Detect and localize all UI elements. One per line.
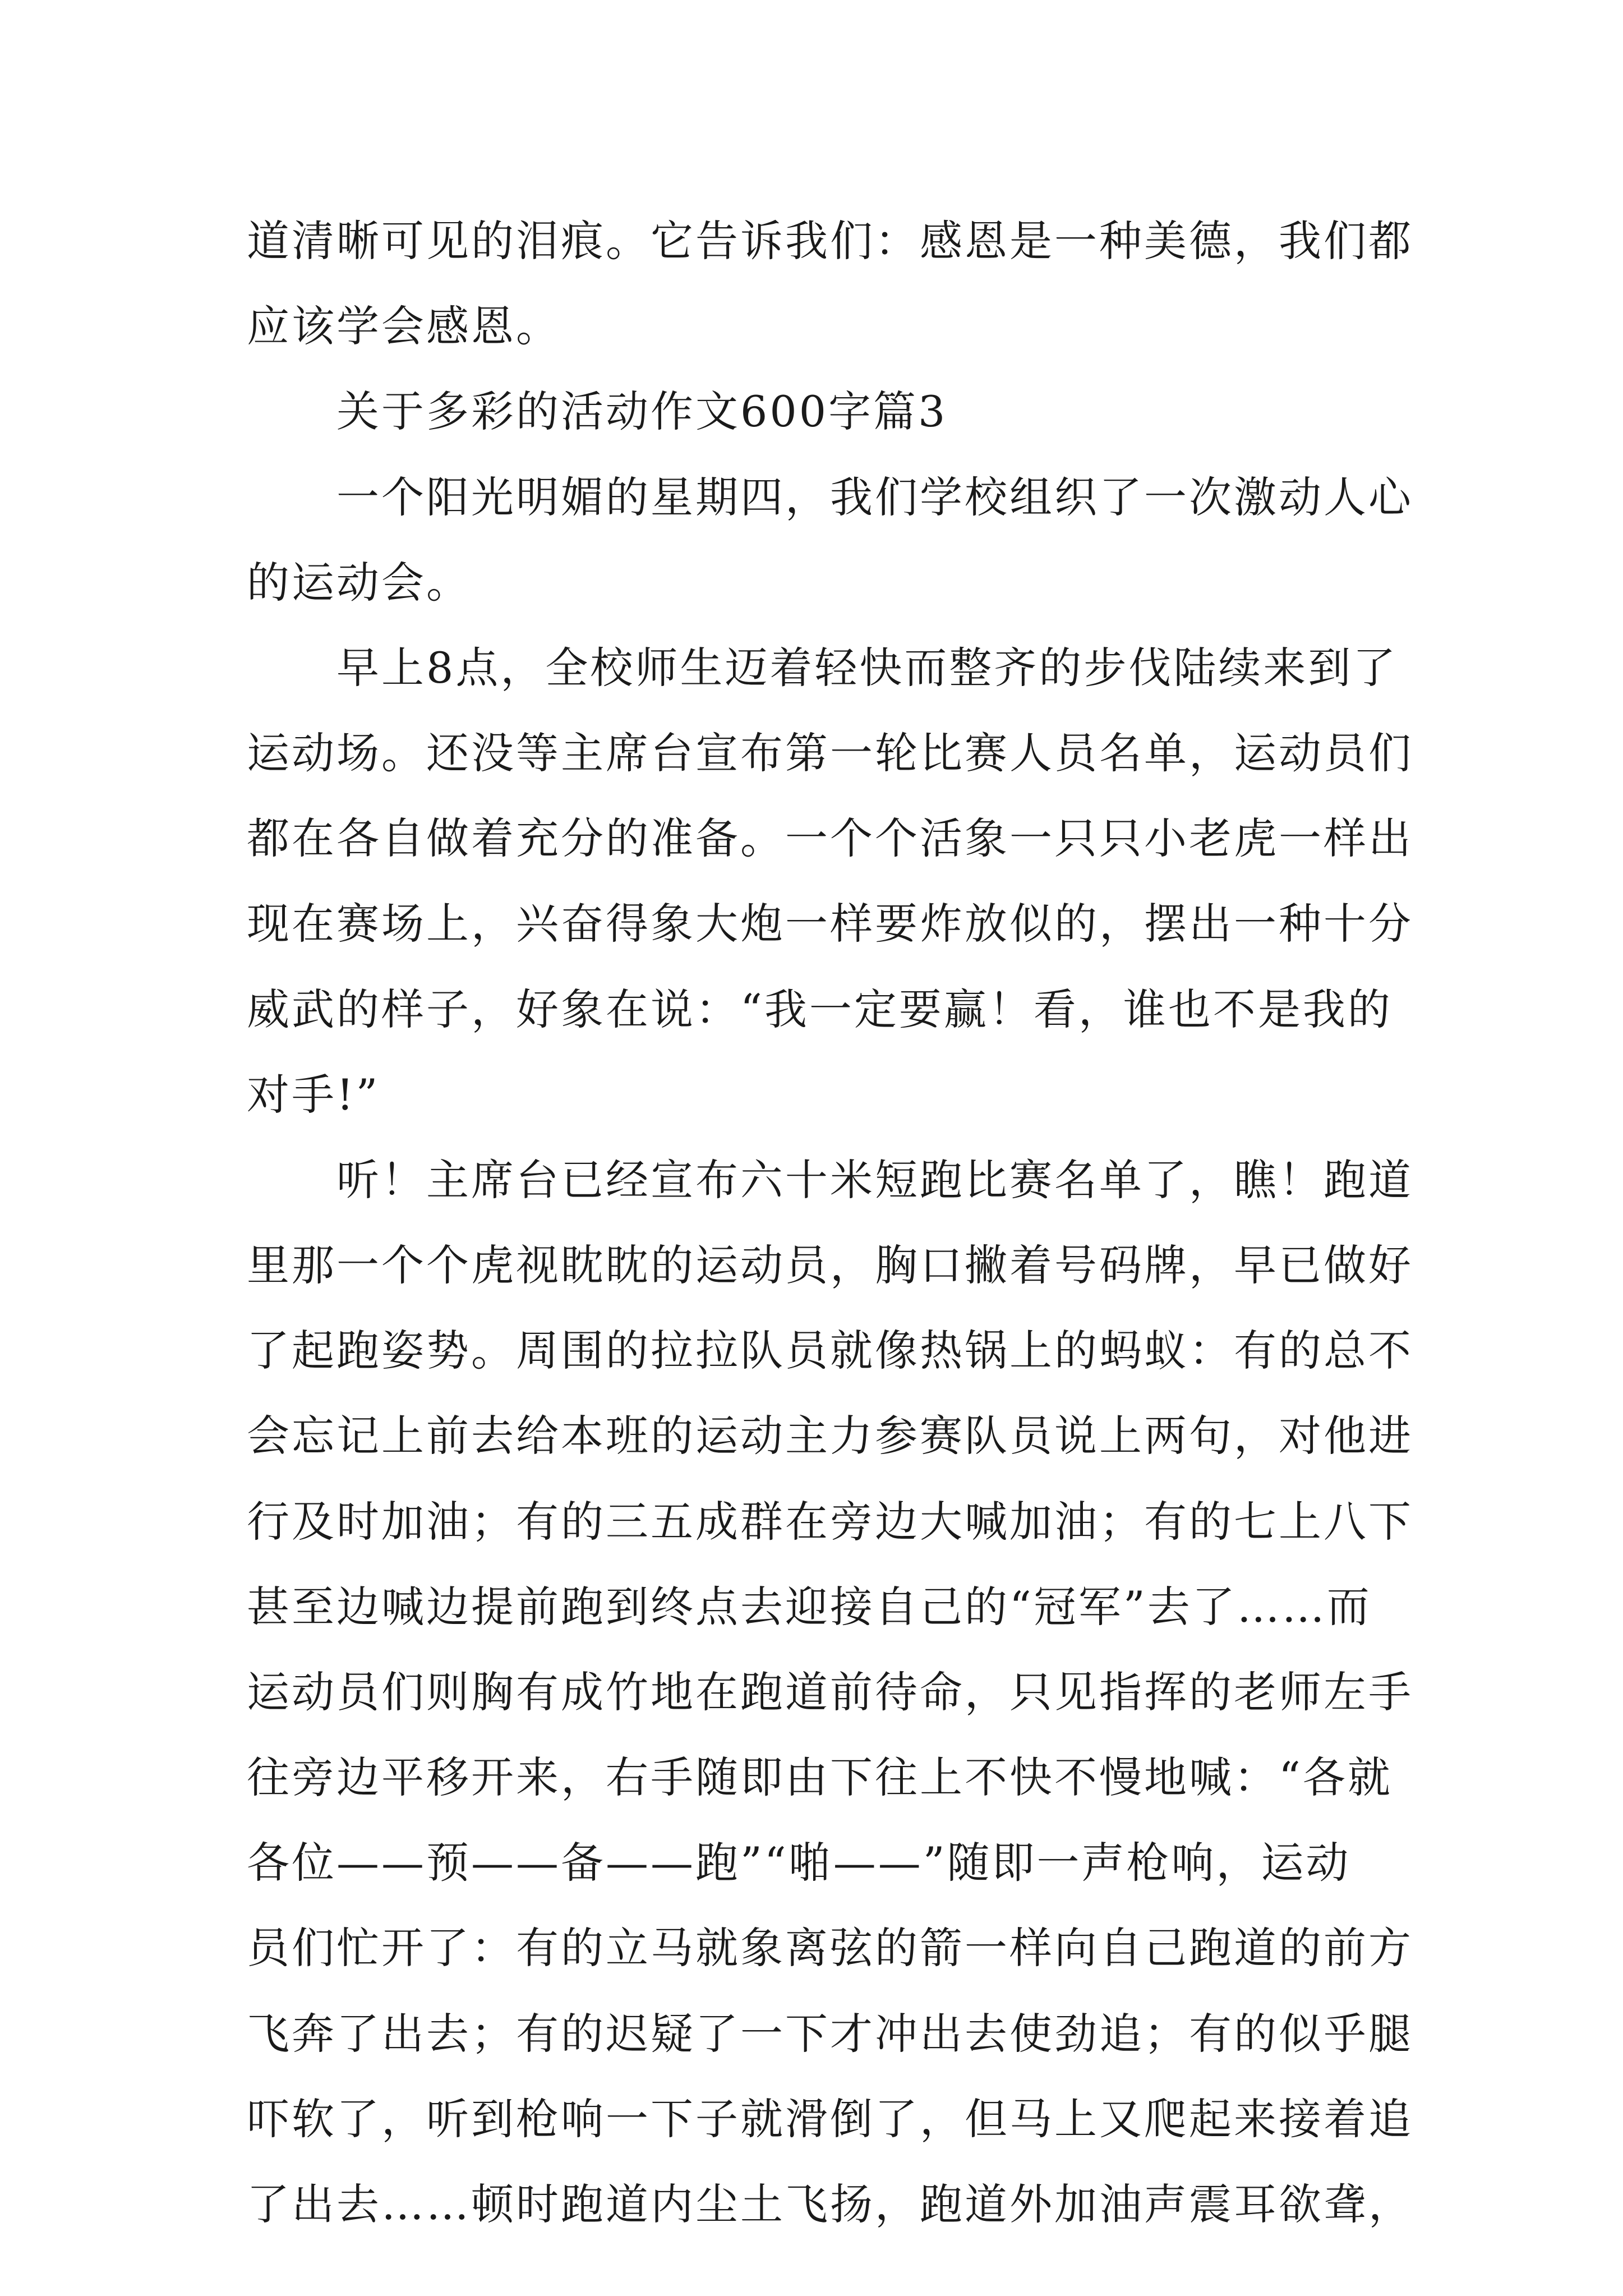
text-line: 道清晰可见的泪痕。它告诉我们：感恩是一种美德，我们都 — [247, 216, 1413, 266]
text-line: 运动员们则胸有成竹地在跑道前待命，只见指挥的老师左手 — [247, 1667, 1413, 1717]
text-line: 里那一个个虎视眈眈的运动员，胸口撇着号码牌，早已做好 — [247, 1240, 1413, 1290]
text-line: 现在赛场上，兴奋得象大炮一样要炸放似的，摆出一种十分 — [247, 899, 1413, 949]
text-line: 对手!” — [247, 1070, 380, 1120]
text-line: 早上8点，全校师生迈着轻快而整齐的步伐陆续来到了 — [336, 643, 1398, 693]
text-line: 应该学会感恩。 — [247, 301, 561, 351]
text-line: 听！主席台已经宣布六十米短跑比赛名单了，瞧！跑道 — [336, 1155, 1413, 1205]
text-line: 行及时加油；有的三五成群在旁边大喊加油；有的七上八下 — [247, 1497, 1413, 1547]
text-line: 各位——预——备——跑”“啪——”随即一声枪响，运动 — [247, 1838, 1351, 1888]
text-line: 员们忙开了：有的立马就象离弦的箭一样向自己跑道的前方 — [247, 1923, 1413, 1973]
text-line: 吓软了，听到枪响一下子就滑倒了，但马上又爬起来接着追 — [247, 2094, 1413, 2144]
text-line: 运动场。还没等主席台宣布第一轮比赛人员名单，运动员们 — [247, 728, 1413, 778]
text-line: 关于多彩的活动作文600字篇3 — [336, 386, 948, 436]
text-line: 的运动会。 — [247, 558, 471, 608]
text-line: 都在各自做着充分的准备。一个个活象一只只小老虎一样出 — [247, 813, 1413, 863]
text-line: 会忘记上前去给本班的运动主力参赛队员说上两句，对他进 — [247, 1411, 1413, 1461]
text-line: 威武的样子，好象在说：“我一定要赢！看，谁也不是我的 — [247, 984, 1393, 1034]
text-line: 了出去……顿时跑道内尘土飞扬，跑道外加油声震耳欲聋， — [247, 2179, 1413, 2229]
text-line: 往旁边平移开来，右手随即由下往上不快不慢地喊：“各就 — [247, 1752, 1393, 1802]
text-line: 飞奔了出去；有的迟疑了一下才冲出去使劲追；有的似乎腿 — [247, 2009, 1413, 2059]
text-line: 一个阳光明媚的星期四，我们学校组织了一次激动人心 — [336, 472, 1413, 522]
text-line: 甚至边喊边提前跑到终点去迎接自己的“冠军”去了……而 — [247, 1582, 1372, 1632]
text-line: 了起跑姿势。周围的拉拉队员就像热锅上的蚂蚁：有的总不 — [247, 1326, 1413, 1375]
